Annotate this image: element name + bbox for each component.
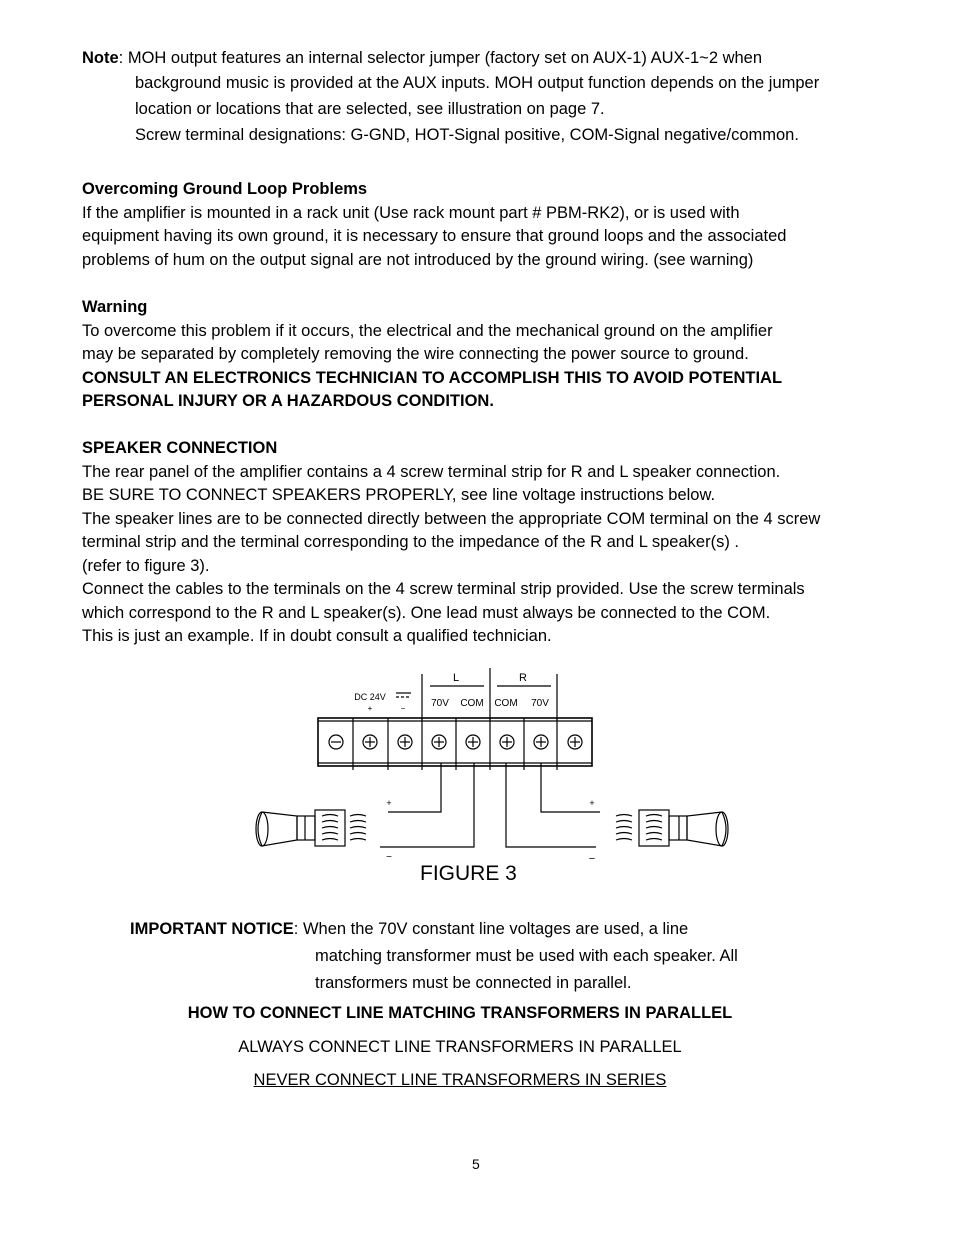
speaker-line: (refer to figure 3). (82, 557, 210, 575)
label-l: L (452, 672, 460, 684)
wire-right-minus (506, 763, 596, 847)
warning-bold-line: PERSONAL INJURY OR A HAZARDOUS CONDITION. (82, 392, 494, 410)
screw-5 (466, 735, 480, 749)
notice-text-1: : When the 70V constant line voltages are used, a line (293, 920, 689, 938)
ground-loop-heading: Overcoming Ground Loop Problems (82, 180, 368, 198)
speaker-line: which correspond to the R and L speaker(s). One lead must always be connected to the COM. (82, 604, 771, 622)
warning-bold-line: CONSULT AN ELECTRONICS TECHNICIAN TO ACCOMPLISH THIS TO AVOID POTENTIAL (82, 369, 783, 387)
warning-line: To overcome this problem if it occurs, the electrical and the mechanical ground on the amplifier (82, 322, 773, 340)
label-r: R (519, 672, 527, 684)
ground-loop-line: If the amplifier is mounted in a rack unit (Use rack mount part # PBM-RK2), or is used with (82, 204, 740, 222)
note-text-1: : MOH output features an internal selector jumper (factory set on AUX-1) AUX-1~2 when (118, 49, 763, 67)
wire-left-minus (380, 763, 474, 847)
speaker-line: Connect the cables to the terminals on the 4 screw terminal strip provided. Use the screw terminals (82, 580, 805, 598)
right-speaker-icon (616, 810, 728, 846)
screw-4 (432, 735, 446, 749)
note-line-4: Screw terminal designations: G-GND, HOT-Signal positive, COM-Signal negative/common. (135, 126, 799, 144)
ground-loop-line: problems of hum on the output signal are not introduced by the ground wiring. (see warning) (82, 251, 754, 269)
warning-heading: Warning (82, 298, 148, 316)
terminal-label-com-right: COM (494, 698, 518, 709)
speaker-line: terminal strip and the terminal corresponding to the impedance of the R and L speaker(s) . (82, 533, 739, 551)
note-line-1 (82, 47, 762, 71)
left-speaker-icon (256, 810, 366, 846)
warning-line: may be separated by completely removing the wire connecting the power source to ground. (82, 345, 749, 363)
notice-label: IMPORTANT NOTICE (130, 920, 294, 938)
dc-label: DC 24V (354, 692, 386, 702)
left-minus-label: − (386, 852, 392, 863)
left-plus-label: + (386, 798, 392, 808)
screw-7 (534, 735, 548, 749)
notice-line-2: matching transformer must be used with each speaker. All (315, 947, 738, 965)
ground-loop-line: equipment having its own ground, it is necessary to ensure that ground loops and the associated (82, 227, 787, 245)
terminal-strip (318, 718, 592, 766)
parallel-always: ALWAYS CONNECT LINE TRANSFORMERS IN PARALLEL (238, 1038, 682, 1056)
speaker-line: The speaker lines are to be connected directly between the appropriate COM terminal on the 4 screw (82, 510, 821, 528)
notice-line-1 (130, 918, 688, 942)
terminal-label-70v-left: 70V (431, 698, 449, 709)
note-label: Note (82, 49, 119, 67)
notice-line-3: transformers must be connected in parallel. (315, 974, 632, 992)
speaker-heading: SPEAKER CONNECTION (82, 439, 278, 457)
right-minus-label: − (588, 853, 596, 865)
note-line-2: background music is provided at the AUX inputs. MOH output function depends on the jumper (135, 74, 820, 92)
speaker-line: This is just an example. If in doubt consult a qualified technician. (82, 627, 552, 645)
figure-caption: FIGURE 3 (420, 862, 517, 885)
wire-left-plus (388, 763, 441, 812)
page-number: 5 (472, 1156, 480, 1172)
speaker-line: BE SURE TO CONNECT SPEAKERS PROPERLY, see line voltage instructions below. (82, 486, 716, 504)
right-plus-label: + (589, 798, 595, 808)
screw-3 (398, 735, 412, 749)
parallel-heading: HOW TO CONNECT LINE MATCHING TRANSFORMERS IN PARALLEL (187, 1004, 733, 1022)
dc-plus-label: + (367, 704, 373, 713)
screw-1 (329, 735, 343, 749)
screw-8 (568, 735, 582, 749)
screw-2 (363, 735, 377, 749)
terminal-label-com-left: COM (460, 698, 484, 709)
parallel-never: NEVER CONNECT LINE TRANSFORMERS IN SERIES (253, 1071, 667, 1089)
terminal-diagram (0, 660, 954, 890)
terminal-label-70v-right: 70V (531, 698, 549, 709)
dc-minus-label: − (400, 704, 406, 713)
note-line-3: location or locations that are selected, see illustration on page 7. (135, 100, 605, 118)
speaker-line: The rear panel of the amplifier contains a 4 screw terminal strip for R and L speaker connection. (82, 463, 781, 481)
screw-6 (500, 735, 514, 749)
